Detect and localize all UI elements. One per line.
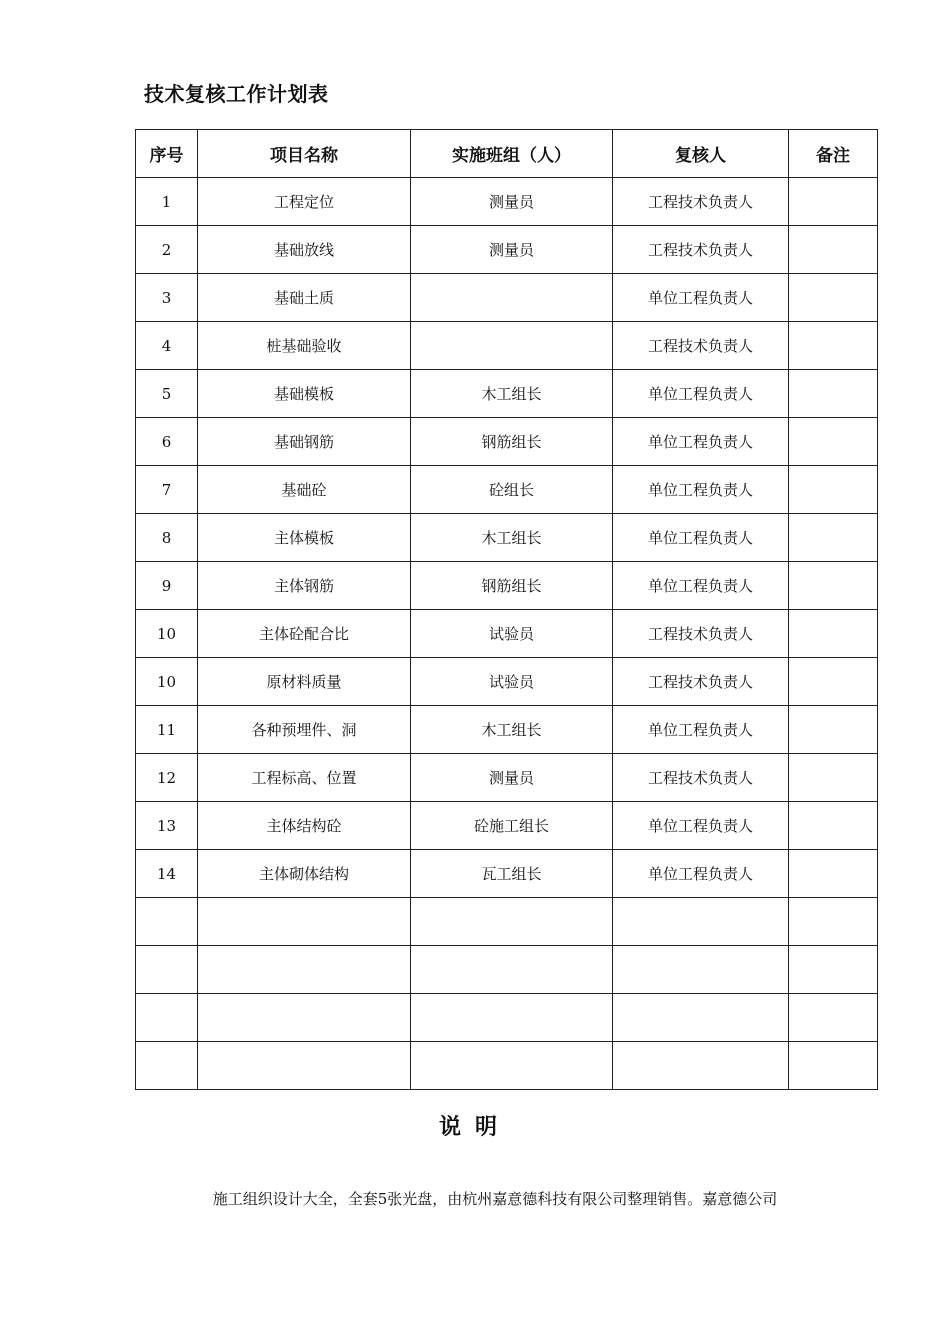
cell-reviewer: 工程技术负责人 — [613, 754, 789, 802]
cell-remarks — [789, 178, 878, 226]
cell-reviewer — [613, 898, 789, 946]
cell-serial-number: 2 — [136, 226, 198, 274]
cell-implementing-team: 试验员 — [411, 610, 613, 658]
cell-serial-number — [136, 898, 198, 946]
cell-serial-number: 5 — [136, 370, 198, 418]
table-row — [136, 946, 878, 994]
cell-item-name: 基础土质 — [198, 274, 411, 322]
cell-serial-number — [136, 994, 198, 1042]
cell-serial-number: 10 — [136, 610, 198, 658]
cell-implementing-team: 木工组长 — [411, 706, 613, 754]
cell-item-name: 桩基础验收 — [198, 322, 411, 370]
cell-serial-number: 13 — [136, 802, 198, 850]
cell-implementing-team: 钢筋组长 — [411, 418, 613, 466]
cell-reviewer — [613, 994, 789, 1042]
cell-serial-number: 7 — [136, 466, 198, 514]
cell-reviewer: 单位工程负责人 — [613, 562, 789, 610]
cell-reviewer: 工程技术负责人 — [613, 322, 789, 370]
table-row — [136, 274, 878, 322]
note-text: 施工组织设计大全，全套5张光盘，由杭州嘉意德科技有限公司整理销售。嘉意德公司 — [212, 1190, 778, 1208]
cell-remarks — [789, 418, 878, 466]
table-row — [136, 658, 878, 706]
cell-remarks — [789, 850, 878, 898]
cell-implementing-team: 钢筋组长 — [411, 562, 613, 610]
cell-reviewer: 单位工程负责人 — [613, 418, 789, 466]
table-header-row — [136, 130, 878, 178]
cell-implementing-team — [411, 274, 613, 322]
table-row — [136, 562, 878, 610]
cell-remarks — [789, 610, 878, 658]
cell-remarks — [789, 898, 878, 946]
cell-remarks — [789, 946, 878, 994]
cell-item-name: 工程标高、位置 — [198, 754, 411, 802]
header-reviewer: 复核人 — [613, 130, 789, 178]
cell-item-name — [198, 898, 411, 946]
cell-item-name: 基础放线 — [198, 226, 411, 274]
cell-item-name: 基础砼 — [198, 466, 411, 514]
cell-remarks — [789, 706, 878, 754]
cell-item-name: 各种预埋件、洞 — [198, 706, 411, 754]
cell-remarks — [789, 754, 878, 802]
cell-item-name: 原材料质量 — [198, 658, 411, 706]
cell-reviewer: 单位工程负责人 — [613, 514, 789, 562]
cell-item-name: 基础钢筋 — [198, 418, 411, 466]
cell-serial-number: 12 — [136, 754, 198, 802]
cell-reviewer — [613, 1042, 789, 1090]
table-row — [136, 1042, 878, 1090]
cell-serial-number: 1 — [136, 178, 198, 226]
cell-implementing-team: 木工组长 — [411, 370, 613, 418]
table-row — [136, 898, 878, 946]
cell-implementing-team — [411, 994, 613, 1042]
table-row — [136, 706, 878, 754]
cell-reviewer: 工程技术负责人 — [613, 658, 789, 706]
page-title: 技术复核工作计划表 — [144, 82, 329, 106]
cell-item-name — [198, 1042, 411, 1090]
cell-implementing-team — [411, 322, 613, 370]
cell-item-name: 主体模板 — [198, 514, 411, 562]
cell-remarks — [789, 466, 878, 514]
cell-implementing-team: 测量员 — [411, 754, 613, 802]
cell-reviewer: 单位工程负责人 — [613, 706, 789, 754]
cell-serial-number: 10 — [136, 658, 198, 706]
cell-serial-number — [136, 946, 198, 994]
cell-item-name: 主体砼配合比 — [198, 610, 411, 658]
cell-implementing-team: 测量员 — [411, 178, 613, 226]
cell-remarks — [789, 562, 878, 610]
cell-item-name — [198, 994, 411, 1042]
cell-remarks — [789, 514, 878, 562]
cell-implementing-team: 试验员 — [411, 658, 613, 706]
cell-item-name: 主体钢筋 — [198, 562, 411, 610]
cell-implementing-team — [411, 898, 613, 946]
cell-reviewer: 单位工程负责人 — [613, 466, 789, 514]
cell-item-name: 基础模板 — [198, 370, 411, 418]
cell-reviewer: 单位工程负责人 — [613, 802, 789, 850]
cell-implementing-team: 木工组长 — [411, 514, 613, 562]
cell-remarks — [789, 802, 878, 850]
cell-serial-number — [136, 1042, 198, 1090]
cell-remarks — [789, 226, 878, 274]
cell-implementing-team: 测量员 — [411, 226, 613, 274]
cell-serial-number: 3 — [136, 274, 198, 322]
cell-serial-number: 4 — [136, 322, 198, 370]
table-row — [136, 850, 878, 898]
cell-item-name: 主体结构砼 — [198, 802, 411, 850]
table-row — [136, 610, 878, 658]
cell-reviewer — [613, 946, 789, 994]
cell-remarks — [789, 274, 878, 322]
cell-reviewer: 工程技术负责人 — [613, 178, 789, 226]
header-implementing-team: 实施班组（人） — [411, 130, 613, 178]
header-serial-number: 序号 — [136, 130, 198, 178]
cell-serial-number: 11 — [136, 706, 198, 754]
cell-serial-number: 14 — [136, 850, 198, 898]
cell-implementing-team — [411, 1042, 613, 1090]
cell-reviewer: 单位工程负责人 — [613, 850, 789, 898]
cell-reviewer: 工程技术负责人 — [613, 226, 789, 274]
cell-remarks — [789, 1042, 878, 1090]
cell-item-name: 主体砌体结构 — [198, 850, 411, 898]
cell-reviewer: 工程技术负责人 — [613, 610, 789, 658]
table-row — [136, 802, 878, 850]
table-row — [136, 226, 878, 274]
header-item-name: 项目名称 — [198, 130, 411, 178]
table-row — [136, 418, 878, 466]
cell-serial-number: 9 — [136, 562, 198, 610]
cell-remarks — [789, 658, 878, 706]
technical-review-plan-table — [135, 129, 878, 1090]
cell-implementing-team: 砼组长 — [411, 466, 613, 514]
table-row — [136, 994, 878, 1042]
table-row — [136, 514, 878, 562]
cell-reviewer: 单位工程负责人 — [613, 370, 789, 418]
header-remarks: 备注 — [789, 130, 878, 178]
cell-serial-number: 6 — [136, 418, 198, 466]
cell-item-name: 工程定位 — [198, 178, 411, 226]
table-row — [136, 754, 878, 802]
cell-implementing-team — [411, 946, 613, 994]
cell-implementing-team: 瓦工组长 — [411, 850, 613, 898]
table-row — [136, 370, 878, 418]
cell-remarks — [789, 370, 878, 418]
cell-reviewer: 单位工程负责人 — [613, 274, 789, 322]
cell-remarks — [789, 322, 878, 370]
cell-remarks — [789, 994, 878, 1042]
cell-item-name — [198, 946, 411, 994]
table-row — [136, 466, 878, 514]
cell-serial-number: 8 — [136, 514, 198, 562]
section-heading: 说明 — [438, 1115, 511, 1140]
table-row — [136, 322, 878, 370]
table-body — [136, 178, 878, 1090]
table-row — [136, 178, 878, 226]
cell-implementing-team: 砼施工组长 — [411, 802, 613, 850]
